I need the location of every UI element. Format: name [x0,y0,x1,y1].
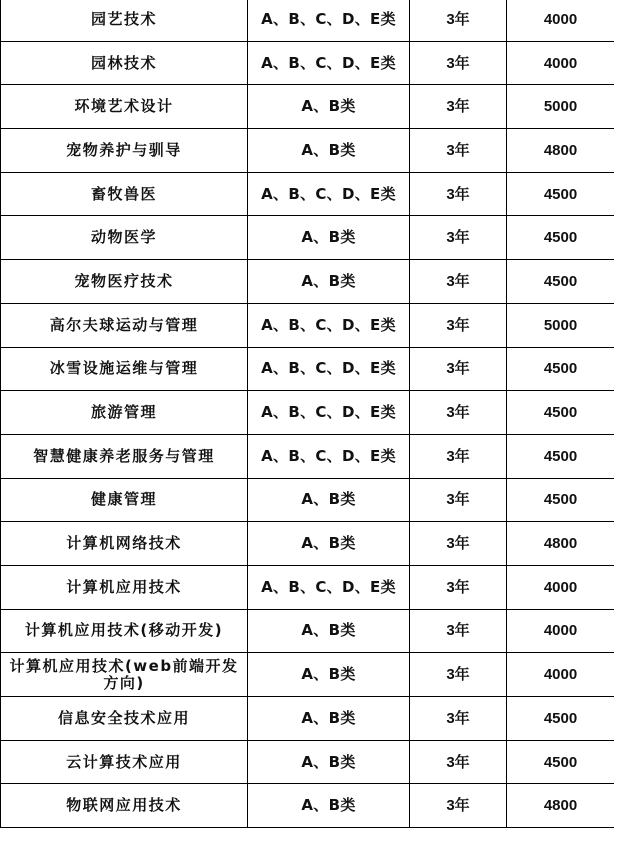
program-name-cell: 计算机网络技术 [1,522,248,566]
admission-category-cell: A、B、C、D、E类 [248,391,410,435]
admission-category-cell: A、B、C、D、E类 [248,41,410,85]
duration-cell: 3年 [410,260,507,304]
tuition-fee-cell: 4800 [507,129,615,173]
admission-category-cell: A、B类 [248,216,410,260]
program-name-cell: 宠物养护与驯导 [1,129,248,173]
admission-category-cell: A、B类 [248,260,410,304]
table-row [1,85,615,129]
tuition-fee-cell: 4000 [507,41,615,85]
tuition-fee-cell: 5000 [507,85,615,129]
table-row [1,565,615,609]
admission-category-cell: A、B类 [248,522,410,566]
table-row [1,434,615,478]
tuition-fee-cell: 4500 [507,391,615,435]
table-row [1,478,615,522]
duration-cell: 3年 [410,740,507,784]
program-name-cell: 宠物医疗技术 [1,260,248,304]
program-name-cell: 信息安全技术应用 [1,697,248,741]
tuition-fee-cell: 5000 [507,303,615,347]
table-row [1,609,615,653]
program-name-cell: 计算机应用技术 [1,565,248,609]
program-name-cell: 智慧健康养老服务与管理 [1,434,248,478]
tuition-fee-cell: 4800 [507,784,615,828]
table-row [1,41,615,85]
program-name-cell: 计算机应用技术(web前端开发方向) [1,653,248,697]
admission-category-cell: A、B、C、D、E类 [248,565,410,609]
duration-cell: 3年 [410,347,507,391]
admission-category-cell: A、B类 [248,609,410,653]
duration-cell: 3年 [410,391,507,435]
program-name-cell: 物联网应用技术 [1,784,248,828]
tuition-fee-cell: 4500 [507,478,615,522]
admission-category-cell: A、B、C、D、E类 [248,0,410,41]
tuition-fee-cell: 4500 [507,172,615,216]
table-row [1,0,615,41]
table-row [1,784,615,828]
program-name-cell: 环境艺术设计 [1,85,248,129]
duration-cell: 3年 [410,609,507,653]
program-name-cell: 健康管理 [1,478,248,522]
table-row [1,522,615,566]
tuition-fee-cell: 4000 [507,0,615,41]
admission-category-cell: A、B、C、D、E类 [248,172,410,216]
tuition-fee-cell: 4000 [507,609,615,653]
admission-category-cell: A、B、C、D、E类 [248,434,410,478]
admission-category-cell: A、B、C、D、E类 [248,347,410,391]
admission-category-cell: A、B类 [248,740,410,784]
program-name-cell: 高尔夫球运动与管理 [1,303,248,347]
duration-cell: 3年 [410,129,507,173]
program-name-cell: 旅游管理 [1,391,248,435]
duration-cell: 3年 [410,303,507,347]
program-name-cell: 云计算技术应用 [1,740,248,784]
admission-category-cell: A、B、C、D、E类 [248,303,410,347]
tuition-fee-cell: 4500 [507,434,615,478]
duration-cell: 3年 [410,85,507,129]
tuition-fee-cell: 4500 [507,216,615,260]
duration-cell: 3年 [410,522,507,566]
duration-cell: 3年 [410,172,507,216]
admission-category-cell: A、B类 [248,697,410,741]
table-row [1,303,615,347]
table-row [1,129,615,173]
admission-category-cell: A、B类 [248,478,410,522]
program-name-cell: 畜牧兽医 [1,172,248,216]
program-table-body [1,0,615,828]
program-name-cell: 园林技术 [1,41,248,85]
duration-cell: 3年 [410,784,507,828]
admission-category-cell: A、B类 [248,653,410,697]
tuition-fee-cell: 4500 [507,347,615,391]
duration-cell: 3年 [410,0,507,41]
tuition-fee-cell: 4800 [507,522,615,566]
tuition-fee-cell: 4500 [507,260,615,304]
duration-cell: 3年 [410,697,507,741]
duration-cell: 3年 [410,653,507,697]
table-row [1,347,615,391]
admission-category-cell: A、B类 [248,85,410,129]
program-name-cell: 园艺技术 [1,0,248,41]
tuition-fee-cell: 4500 [507,740,615,784]
program-name-cell: 冰雪设施运维与管理 [1,347,248,391]
program-name-cell: 计算机应用技术(移动开发) [1,609,248,653]
duration-cell: 3年 [410,41,507,85]
duration-cell: 3年 [410,434,507,478]
table-row [1,172,615,216]
table-row [1,391,615,435]
duration-cell: 3年 [410,478,507,522]
duration-cell: 3年 [410,565,507,609]
table-row [1,216,615,260]
tuition-fee-cell: 4000 [507,653,615,697]
program-name-cell: 动物医学 [1,216,248,260]
table-row [1,260,615,304]
admission-category-cell: A、B类 [248,784,410,828]
table-row [1,740,615,784]
admission-category-cell: A、B类 [248,129,410,173]
tuition-fee-cell: 4500 [507,697,615,741]
table-row [1,697,615,741]
duration-cell: 3年 [410,216,507,260]
tuition-fee-cell: 4000 [507,565,615,609]
table-row [1,653,615,697]
